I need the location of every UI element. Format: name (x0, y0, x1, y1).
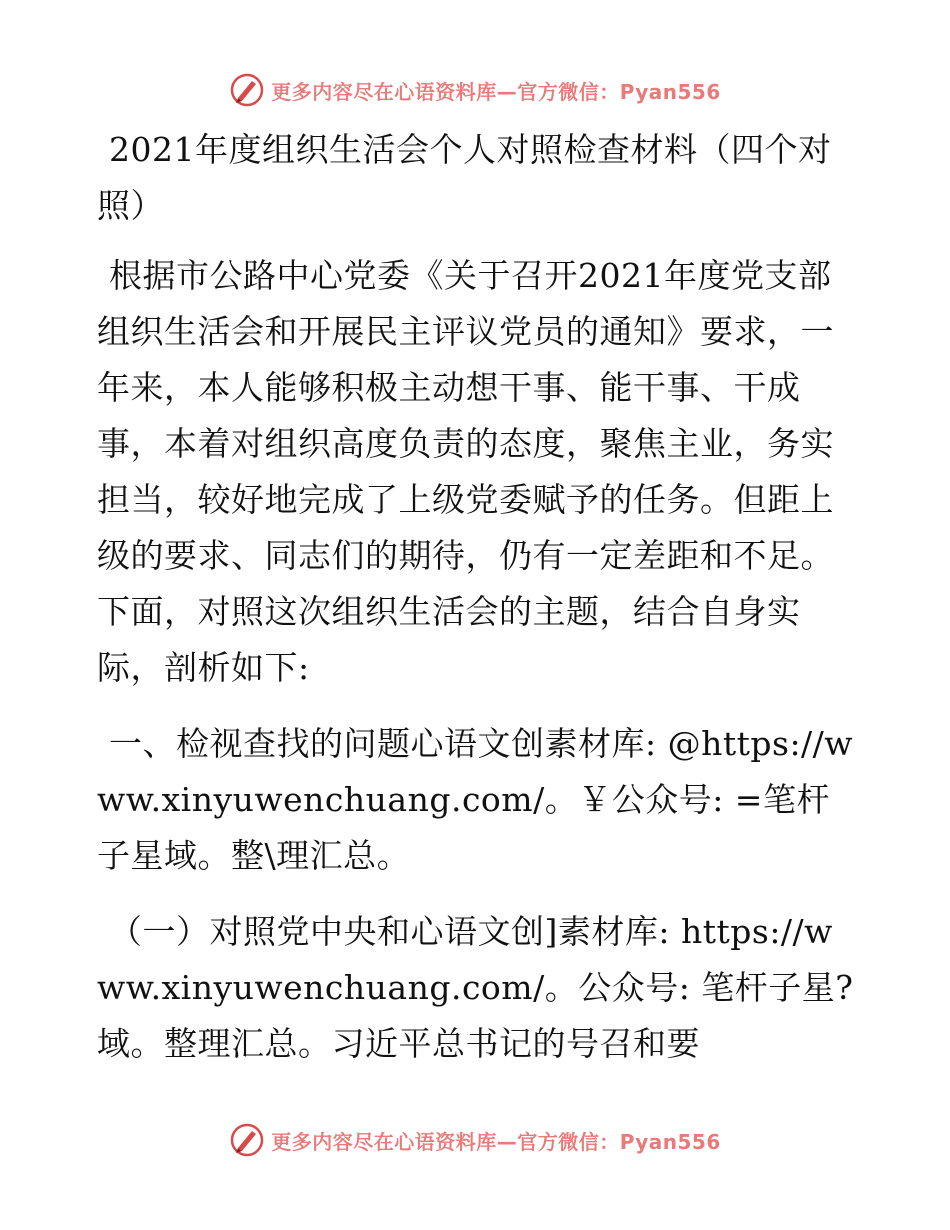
intro-paragraph: 根据市公路中心党委《关于召开2021年度党支部组织生活会和开展民主评议党员的通知》要求，一年来，本人能够积极主动想干事、能干事、干成事，本着对组织高度负责的态度，聚焦主业，务实担当，较好地完成了上级党委赋予的任务。但距上级的要求、同志们的期待，仍有一定差距和不足。下面，对照这次组织生活会的主题，结合自身实际，剖析如下: (97, 256, 834, 687)
section-heading-1: 一、检视查找的问题心语文创素材库: @https://www.xinyuwenchuang.com/。￥公众号: =笔杆子星域。整\理汇总。 (97, 724, 854, 875)
brush-pen-logo-icon (229, 1122, 265, 1158)
header-watermark-banner (0, 68, 950, 112)
brush-pen-logo-icon (229, 72, 265, 108)
document-title: 2021年度组织生活会个人对照检查材料（四个对照） (97, 130, 832, 225)
footer-watermark-banner (0, 1118, 950, 1162)
header-banner-text: 更多内容尽在心语资料库—官方微信：Pyan556 (271, 79, 721, 104)
footer-banner-text: 更多内容尽在心语资料库—官方微信：Pyan556 (271, 1129, 721, 1154)
subsection-paragraph-1: （一）对照党中央和心语文创]素材库: https://www.xinyuwenchuang.com/。公众号: 笔杆子星?域。整理汇总。习近平总书记的号召和要 (97, 912, 854, 1063)
document-body (97, 122, 857, 1072)
